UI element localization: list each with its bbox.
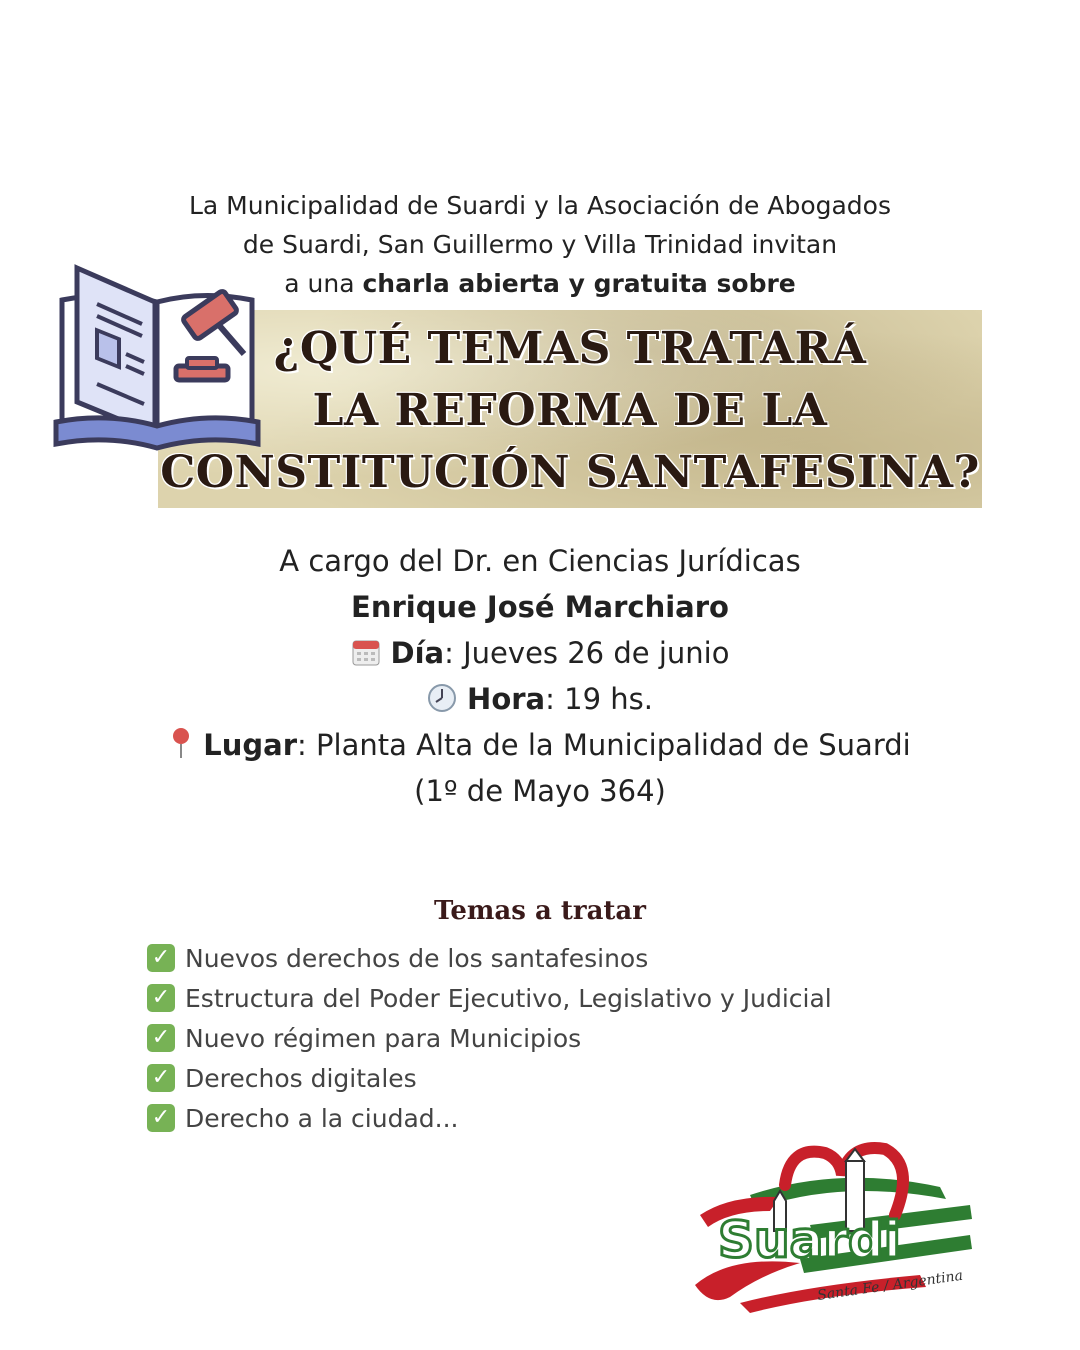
intro-line-3-bold: charla abierta y gratuita sobre	[362, 269, 796, 298]
topic-text: Nuevos derechos de los santafesinos	[185, 943, 649, 973]
topic-text: Derechos digitales	[185, 1063, 417, 1093]
logo-name: Suardi	[718, 1211, 901, 1269]
check-icon: ✓	[147, 1024, 175, 1052]
title-line-1: ¿QUÉ TEMAS TRATARÁ	[273, 323, 867, 374]
list-item	[147, 1058, 1007, 1098]
event-title	[158, 318, 982, 504]
topics-title: Temas a tratar	[434, 896, 646, 926]
title-line-3: CONSTITUCIÓN SANTAFESINA?	[160, 447, 980, 498]
day-label: Día	[390, 636, 445, 670]
check-icon: ✓	[147, 1104, 175, 1132]
time-row	[0, 676, 1080, 722]
intro-line-3-prefix: a una	[284, 269, 363, 298]
topic-text: Nuevo régimen para Municipios	[185, 1023, 582, 1053]
day-row	[0, 630, 1080, 676]
intro-line-2: de Suardi, San Guillermo y Villa Trinidad invitan	[242, 230, 838, 259]
title-line-2: LA REFORMA DE LA	[312, 385, 828, 436]
suardi-logo	[690, 1135, 980, 1315]
calendar-icon	[351, 637, 381, 667]
place-row	[0, 722, 1080, 768]
clock-icon	[427, 683, 457, 713]
speaker-name-text: Enrique José Marchiaro	[351, 590, 729, 624]
time-value: : 19 hs.	[545, 682, 653, 716]
pin-icon	[169, 727, 193, 759]
topic-text: Derecho a la ciudad...	[185, 1103, 459, 1133]
address: (1º de Mayo 364)	[414, 774, 666, 808]
intro-line-1: La Municipalidad de Suardi y la Asociación de Abogados	[188, 191, 891, 220]
speaker-intro: A cargo del Dr. en Ciencias Jurídicas	[279, 544, 801, 578]
day-value: : Jueves 26 de junio	[444, 636, 730, 670]
logo-subtitle: Santa Fe / Argentina	[816, 1267, 964, 1304]
topics-list	[147, 938, 1007, 1138]
place-label: Lugar	[203, 728, 298, 762]
list-item	[147, 1098, 1007, 1138]
place-value: : Planta Alta de la Municipalidad de Suardi	[297, 728, 911, 762]
topic-text: Estructura del Poder Ejecutivo, Legislativo y Judicial	[185, 983, 832, 1013]
list-item	[147, 978, 1007, 1018]
check-icon: ✓	[147, 984, 175, 1012]
check-icon: ✓	[147, 1064, 175, 1092]
check-icon: ✓	[147, 944, 175, 972]
speaker-name	[0, 584, 1080, 630]
time-label: Hora	[467, 682, 546, 716]
list-item	[147, 1018, 1007, 1058]
list-item	[147, 938, 1007, 978]
event-details	[0, 538, 1080, 814]
